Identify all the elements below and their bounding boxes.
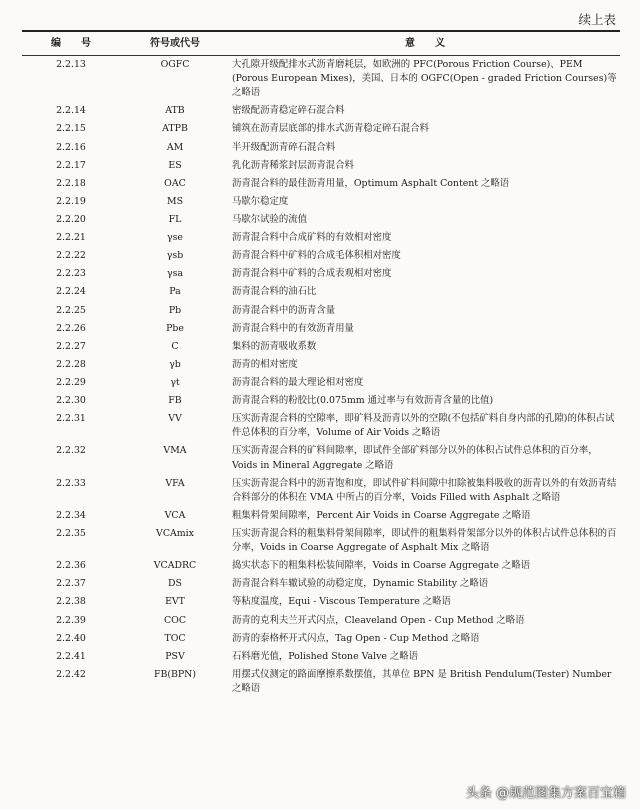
table-row — [22, 442, 620, 474]
row-meaning: 沥青混合料中矿料的合成表观相对密度 — [232, 268, 392, 280]
table-row — [22, 302, 620, 320]
row-number: 2.2.15 — [56, 123, 86, 135]
row-number: 2.2.40 — [56, 632, 86, 644]
row-symbol: DS — [168, 578, 182, 590]
row-number: 2.2.35 — [56, 527, 86, 539]
row-number: 2.2.37 — [56, 578, 86, 590]
table-row — [22, 356, 620, 374]
row-symbol: VCAmix — [156, 527, 194, 539]
row-number: 2.2.24 — [56, 286, 86, 298]
table-row — [22, 265, 620, 283]
row-number: 2.2.38 — [56, 596, 86, 608]
table-row — [22, 575, 620, 593]
table-row — [22, 102, 620, 120]
table-row — [22, 410, 620, 442]
table-header-row — [22, 31, 620, 56]
row-number: 2.2.22 — [56, 250, 86, 262]
row-symbol: ATPB — [162, 123, 188, 135]
row-symbol: OGFC — [160, 59, 190, 70]
row-symbol: EVT — [165, 596, 185, 608]
table-row — [22, 557, 620, 575]
row-number: 2.2.14 — [56, 105, 86, 117]
row-symbol: VFA — [165, 477, 185, 489]
watermark-text: 头条 @规范图集方案百宝箱 — [465, 786, 626, 801]
row-number: 2.2.32 — [56, 445, 86, 457]
row-symbol: FL — [168, 213, 182, 225]
row-meaning: 沥青的相对密度 — [232, 358, 298, 370]
row-symbol: γb — [169, 358, 181, 370]
row-symbol: COC — [163, 614, 187, 626]
table-row — [22, 374, 620, 392]
table-row — [22, 283, 620, 301]
row-number: 2.2.34 — [56, 509, 86, 521]
row-meaning: 沥青混合料中合成矿料的有效相对密度 — [232, 232, 392, 244]
row-number: 2.2.13 — [56, 59, 86, 70]
row-number: 2.2.41 — [56, 650, 86, 662]
row-number: 2.2.18 — [56, 177, 86, 189]
row-number: 2.2.39 — [56, 614, 86, 626]
row-number: 2.2.19 — [56, 195, 86, 207]
row-symbol: MS — [166, 195, 184, 207]
row-symbol: VV — [168, 413, 182, 425]
table-row — [22, 525, 620, 557]
row-number: 2.2.30 — [56, 395, 86, 407]
header-meaning: 意 义 — [230, 31, 620, 56]
row-symbol: γt — [170, 376, 180, 388]
table-row — [22, 507, 620, 525]
row-meaning: 马歇尔试验的流值 — [232, 213, 308, 225]
row-meaning: 压实沥青混合料的空隙率，即矿料及沥青以外的空隙(不包括矿料自身内部的孔隙)的体积占试件总体积的百分率，Volume of Air Voids 之略语 — [232, 413, 615, 439]
row-meaning: 沥青混合料中的有效沥青用量 — [232, 322, 354, 334]
row-symbol: FB(BPN) — [153, 668, 197, 680]
row-number: 2.2.29 — [56, 376, 86, 388]
row-number: 2.2.16 — [56, 141, 86, 153]
row-meaning: 压实沥青混合料的矿料间隙率，即试件全部矿料部分以外的体积占试件总体积的百分率，Voids in Mineral Aggregate 之略语 — [232, 445, 598, 471]
row-symbol: OAC — [164, 177, 186, 189]
row-symbol: VMA — [163, 445, 187, 457]
row-meaning: 沥青混合料的最佳沥青用量，Optimum Asphalt Content 之略语 — [232, 177, 510, 189]
table-row — [22, 247, 620, 265]
row-symbol: FB — [168, 395, 182, 407]
row-meaning: 半开级配沥青碎石混合料 — [232, 141, 336, 153]
row-symbol: ES — [168, 159, 182, 171]
row-meaning: 等粘度温度，Equi - Viscous Temperature 之略语 — [232, 596, 451, 608]
row-symbol: ATB — [165, 105, 185, 117]
row-symbol: Pb — [168, 304, 182, 316]
row-symbol: PSV — [165, 650, 185, 662]
table-row — [22, 320, 620, 338]
table-row — [22, 139, 620, 157]
row-meaning: 沥青混合料的粉胶比(0.075mm 通过率与有效沥青含量的比值) — [232, 395, 494, 407]
row-symbol: γsb — [166, 250, 184, 262]
table-row — [22, 120, 620, 138]
table-row — [22, 157, 620, 175]
table-row — [22, 229, 620, 247]
row-meaning: 石料磨光值，Polished Stone Valve 之略语 — [232, 650, 419, 662]
table-row — [22, 56, 620, 103]
row-number: 2.2.17 — [56, 159, 86, 171]
row-symbol: TOC — [164, 632, 186, 644]
row-meaning: 马歇尔稳定度 — [232, 195, 289, 207]
table-row — [22, 612, 620, 630]
row-meaning: 乳化沥青稀浆封层沥青混合料 — [232, 159, 354, 171]
row-meaning: 沥青混合料的最大理论相对密度 — [232, 376, 364, 388]
row-symbol: VCADRC — [153, 560, 197, 572]
row-number: 2.2.23 — [56, 268, 86, 280]
row-meaning: 密级配沥青稳定碎石混合料 — [232, 105, 345, 117]
row-number: 2.2.42 — [56, 668, 86, 680]
continued-label: 续上表 — [578, 12, 616, 27]
row-meaning: 沥青混合料中矿料的合成毛体积相对密度 — [232, 250, 401, 262]
row-meaning: 用摆式仪测定的路面摩擦系数摆值，其单位 BPN 是 British Pendulum(Tester) Number 之略语 — [232, 668, 612, 694]
table-row — [22, 593, 620, 611]
row-meaning: 压实沥青混合料中的沥青饱和度，即试件矿料间隙中扣除被集料吸收的沥青以外的有效沥青结合料部分的体积在 VMA 中所占的百分率，Voids Filled with Asphalt 之略语 — [232, 477, 617, 503]
row-meaning: 粗集料骨架间隙率，Percent Air Voids in Coarse Aggregate 之略语 — [232, 509, 531, 521]
row-meaning: 捣实状态下的粗集料松装间隙率，Voids in Coarse Aggregate 之略语 — [232, 560, 531, 572]
row-symbol: γse — [167, 232, 183, 244]
row-meaning: 沥青混合料的油石比 — [232, 286, 317, 298]
row-number: 2.2.28 — [56, 358, 86, 370]
row-meaning: 大孔隙开级配排水式沥青磨耗层，如欧洲的 PFC(Porous Friction Course)、PEM (Porous European Mixes)，美国、日本的 OGFC(Open - graded Friction Courses)等之略语 — [232, 59, 617, 99]
row-meaning: 集料的沥青吸收系数 — [232, 340, 317, 352]
table-row — [22, 211, 620, 229]
row-meaning: 铺筑在沥青层底部的排水式沥青稳定碎石混合料 — [232, 123, 429, 135]
table-row — [22, 193, 620, 211]
table-row — [22, 175, 620, 193]
table-row — [22, 648, 620, 666]
table-row — [22, 630, 620, 648]
row-number: 2.2.20 — [56, 213, 86, 225]
row-number: 2.2.26 — [56, 322, 86, 334]
table-row — [22, 666, 620, 698]
row-number: 2.2.31 — [56, 413, 86, 425]
row-symbol: C — [171, 340, 179, 352]
row-meaning: 沥青混合料中的沥青含量 — [232, 304, 336, 316]
row-symbol: Pa — [169, 286, 181, 298]
row-number: 2.2.21 — [56, 232, 86, 244]
row-symbol: γsa — [166, 268, 183, 280]
row-symbol: Pbe — [166, 322, 184, 334]
symbols-table — [22, 30, 620, 698]
row-number: 2.2.27 — [56, 340, 86, 352]
header-symbol: 符号或代号 — [120, 31, 230, 56]
row-number: 2.2.36 — [56, 560, 86, 572]
table-row — [22, 338, 620, 356]
table-row — [22, 475, 620, 507]
row-meaning: 沥青的克利夫兰开式闪点，Cleaveland Open - Cup Method 之略语 — [232, 614, 525, 626]
row-meaning: 沥青混合料车辙试验的动稳定度，Dynamic Stability 之略语 — [232, 578, 489, 590]
row-symbol: AM — [166, 141, 184, 153]
row-meaning: 压实沥青混合料的粗集料骨架间隙率，即试件的粗集料骨架部分以外的体积占试件总体积的百分率，Voids in Coarse Aggregate of Asphalt Mix 之略语 — [232, 527, 617, 554]
header-number: 编 号 — [22, 31, 120, 56]
row-number: 2.2.33 — [56, 477, 86, 489]
row-meaning: 沥青的泰格杯开式闪点，Tag Open - Cup Method 之略语 — [232, 632, 480, 644]
table-row — [22, 392, 620, 410]
row-number: 2.2.25 — [56, 304, 86, 316]
row-symbol: VCA — [164, 509, 186, 521]
